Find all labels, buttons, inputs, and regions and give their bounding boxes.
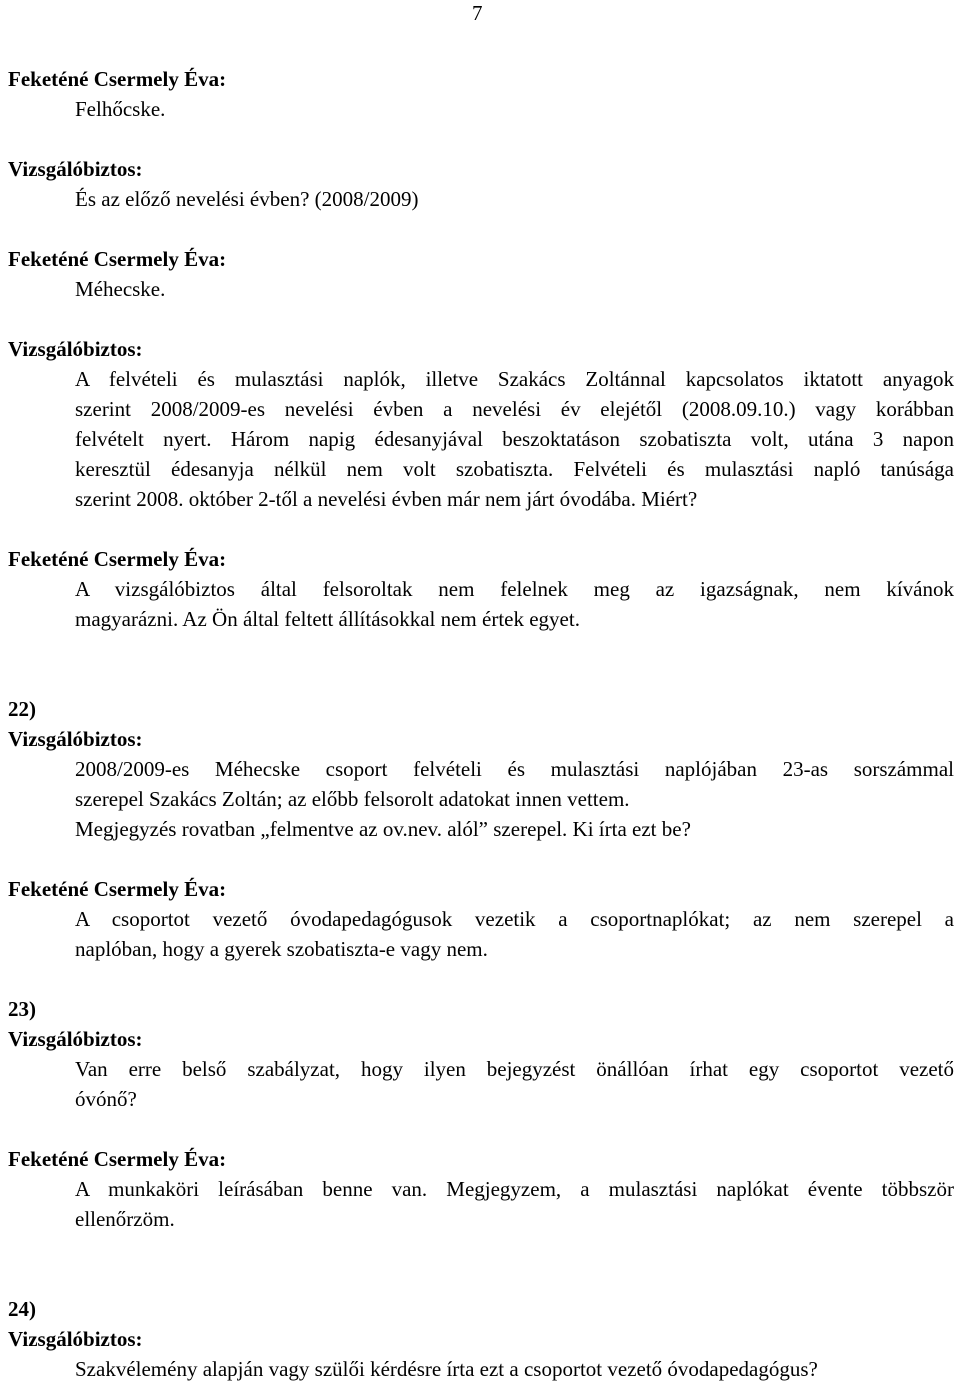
statement-line: A munkaköri leírásában benne van. Megjegyzem, a mulasztási naplókat évente többször — [75, 1177, 954, 1201]
statement — [8, 1174, 954, 1234]
speaker-label: Feketéné Csermely Éva: — [8, 877, 227, 901]
speaker-label: Feketéné Csermely Éva: — [8, 67, 227, 91]
statement-line: Van erre belső szabályzat, hogy ilyen bejegyzést önállóan írhat egy csoportot vezető — [75, 1057, 954, 1081]
speaker-label: Vizsgálóbiztos: — [8, 727, 143, 751]
statement-line: óvónő? — [75, 1087, 137, 1111]
statement-line: Szakvélemény alapján vagy szülői kérdésre írta ezt a csoportot vezető óvodapedagógus? — [75, 1357, 818, 1381]
statement — [8, 94, 954, 124]
statement-line: naplóban, hogy a gyerek szobatiszta-e vagy nem. — [75, 937, 488, 961]
statement-line: És az előző nevelési évben? (2008/2009) — [75, 187, 419, 211]
statement-line: A felvételi és mulasztási naplók, illetve Szakács Zoltánnal kapcsolatos iktatott anyagok — [75, 367, 954, 391]
speaker-label: Feketéné Csermely Éva: — [8, 547, 227, 571]
statement-line: magyarázni. Az Ön által feltett állításokkal nem értek egyet. — [75, 607, 580, 631]
speaker-label: Vizsgálóbiztos: — [8, 157, 143, 181]
statement-line: felvételt nyert. Három napig édesanyjával beszoktatáson szobatiszta volt, utána 3 napon — [75, 427, 954, 451]
statement — [8, 274, 954, 304]
statement-line: szerint 2008. október 2-től a nevelési évben már nem járt óvodába. Miért? — [75, 487, 698, 511]
statement-line: A vizsgálóbiztos által felsoroltak nem felelnek meg az igazságnak, nem kívánok — [75, 577, 954, 601]
statement-line: Felhőcske. — [75, 97, 166, 121]
statement — [8, 184, 954, 214]
transcript-page — [8, 64, 954, 1384]
statement-line: Megjegyzés rovatban „felmentve az ov.nev. alól” szerepel. Ki írta ezt be? — [75, 817, 691, 841]
statement-line: 2008/2009-es Méhecske csoport felvételi és mulasztási naplójában 23-as sorszámmal — [75, 757, 954, 781]
speaker-label: Feketéné Csermely Éva: — [8, 247, 227, 271]
statement — [8, 574, 954, 634]
statement-line: Méhecske. — [75, 277, 166, 301]
statement — [8, 754, 954, 844]
statement-line: ellenőrzöm. — [75, 1207, 175, 1231]
statement — [8, 1354, 954, 1384]
statement-line: A csoportot vezető óvodapedagógusok vezetik a csoportnaplókat; az nem szerepel a — [75, 907, 954, 931]
page-number: 7 — [472, 1, 483, 25]
statement — [8, 1054, 954, 1114]
speaker-label: Feketéné Csermely Éva: — [8, 1147, 227, 1171]
speaker-label: Vizsgálóbiztos: — [8, 337, 143, 361]
question-number: 24) — [8, 1297, 36, 1321]
speaker-label: Vizsgálóbiztos: — [8, 1027, 143, 1051]
statement-line: szerint 2008/2009-es nevelési évben a nevelési év elejétől (2008.09.10.) vagy korábban — [75, 397, 954, 421]
speaker-label: Vizsgálóbiztos: — [8, 1327, 143, 1351]
statement-line: szerepel Szakács Zoltán; az előbb felsorolt adatokat innen vettem. — [75, 787, 630, 811]
statement — [8, 904, 954, 964]
question-number: 22) — [8, 697, 36, 721]
statement-line: keresztül édesanyja nélkül nem volt szobatiszta. Felvételi és mulasztási napló tanúsága — [75, 457, 954, 481]
question-number: 23) — [8, 997, 36, 1021]
statement — [8, 364, 954, 514]
